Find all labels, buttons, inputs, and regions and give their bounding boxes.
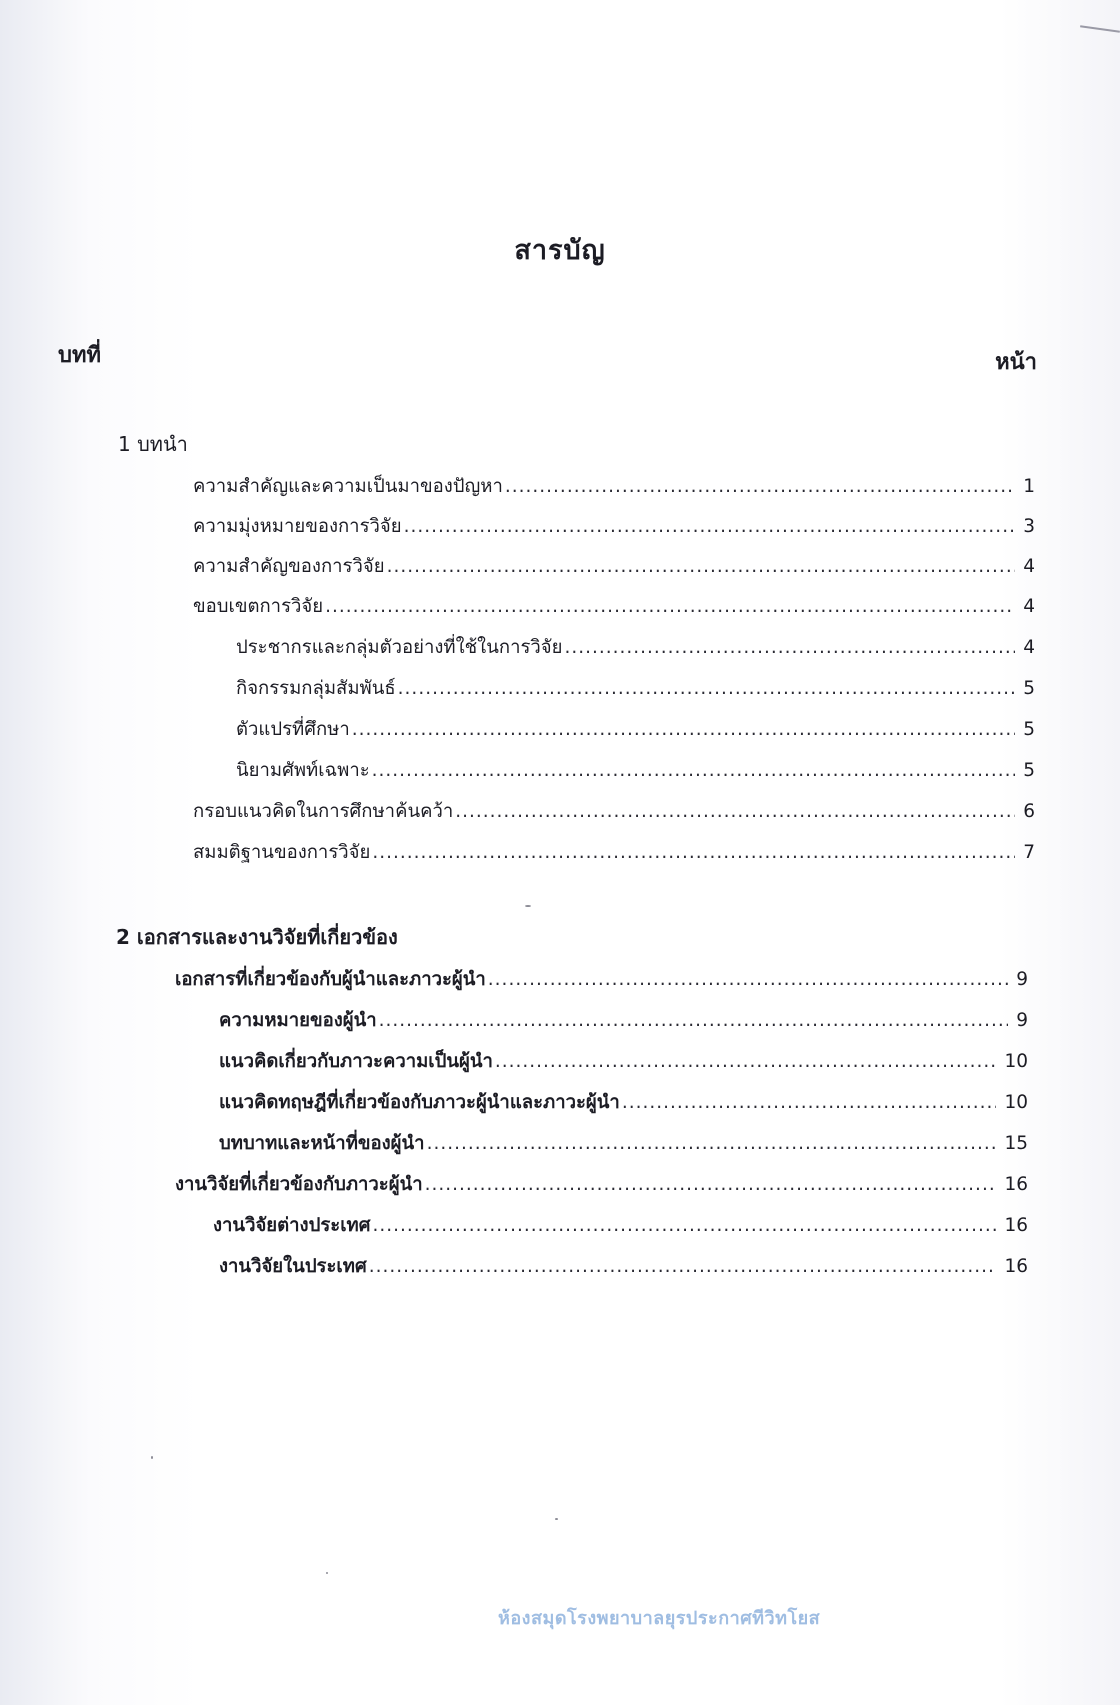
toc-entry: [236, 674, 1035, 703]
toc-leader-dots: [372, 1215, 996, 1236]
toc-entry-page: 9: [1016, 1010, 1028, 1031]
toc-entry: [213, 1211, 1028, 1240]
toc-entry-label: งานวิจัยที่เกี่ยวข้องกับภาวะผู้นำ: [175, 1174, 423, 1195]
toc-entry-page: 1: [1023, 476, 1035, 497]
toc-entry-page: 4: [1023, 596, 1035, 617]
library-stamp: ห้องสมุดโรงพยาบาลยุรประกาศทีวิทโยส: [498, 1608, 821, 1629]
toc-entry: [219, 1047, 1028, 1076]
toc-leader-dots: [564, 637, 1015, 658]
toc-leader-dots: [369, 1256, 997, 1277]
toc-entry-label: แนวคิดเกี่ยวกับภาวะความเป็นผู้นำ: [219, 1051, 493, 1072]
toc-entry-label: ตัวแปรที่ศึกษา: [236, 719, 350, 740]
toc-leader-dots: [404, 516, 1016, 537]
toc-entry-page: 4: [1023, 637, 1035, 658]
toc-entry: [175, 1170, 1028, 1199]
toc-entry-page: 5: [1023, 678, 1035, 699]
scan-speck: [326, 1572, 328, 1574]
toc-leader-dots: [372, 842, 1015, 863]
toc-leader-dots: [387, 556, 1016, 577]
toc-leader-dots: [427, 1133, 997, 1154]
toc-entry: [219, 1252, 1028, 1281]
toc-entry-page: 5: [1023, 760, 1035, 781]
toc-entry: [193, 552, 1035, 581]
chapter-2-title: 2 เอกสารและงานวิจัยที่เกี่ยวข้อง: [116, 925, 398, 949]
toc-entry-label: ขอบเขตการวิจัย: [193, 596, 324, 617]
toc-entry-page: 16: [1004, 1174, 1028, 1195]
toc-entry: [236, 715, 1035, 744]
toc-entry: [236, 633, 1035, 662]
toc-entry-page: 15: [1004, 1133, 1028, 1154]
toc-entry-page: 5: [1023, 719, 1035, 740]
toc-leader-dots: [379, 1010, 1009, 1031]
toc-entry-page: 6: [1023, 801, 1035, 822]
toc-leader-dots: [488, 969, 1008, 990]
page-column-header: หน้า: [995, 350, 1037, 375]
scan-speck: [555, 1518, 558, 1520]
chapter-column-header: บทที่: [58, 343, 101, 368]
toc-entry: [219, 1006, 1028, 1035]
toc-entry-page: 9: [1016, 969, 1028, 990]
toc-entry-page: 4: [1023, 556, 1035, 577]
toc-entry: [193, 472, 1035, 501]
toc-entry: [193, 592, 1035, 621]
toc-entry: [236, 756, 1035, 785]
toc-entry-page: 16: [1004, 1256, 1028, 1277]
toc-entry-label: แนวคิดทฤษฎีที่เกี่ยวข้องกับภาวะผู้นำและภาวะผู้นำ: [219, 1092, 620, 1113]
toc-entry-label: ประชากรและกลุ่มตัวอย่างที่ใช้ในการวิจัย: [236, 637, 563, 658]
toc-entry: [219, 1088, 1028, 1117]
scan-speck: [151, 1456, 153, 1459]
toc-leader-dots: [352, 719, 1015, 740]
toc-entry: [175, 965, 1028, 994]
toc-entry-page: 3: [1023, 516, 1035, 537]
toc-leader-dots: [425, 1174, 997, 1195]
toc-leader-dots: [622, 1092, 997, 1113]
toc-entry-page: 16: [1004, 1215, 1028, 1236]
toc-entry: [219, 1129, 1028, 1158]
toc-entry-label: บทบาทและหน้าที่ของผู้นำ: [219, 1133, 425, 1154]
toc-leader-dots: [455, 801, 1015, 822]
toc-leader-dots: [505, 476, 1015, 497]
toc-entry-label: ความสำคัญของการวิจัย: [193, 556, 385, 577]
page-corner-mark: [1080, 25, 1120, 33]
toc-leader-dots: [398, 678, 1016, 699]
toc-entry-page: 7: [1023, 842, 1035, 863]
toc-entry: [193, 797, 1035, 826]
toc-entry-label: ความมุ่งหมายของการวิจัย: [193, 516, 402, 537]
toc-leader-dots: [495, 1051, 997, 1072]
toc-entry-label: ความสำคัญและความเป็นมาของปัญหา: [193, 476, 503, 497]
toc-entry-label: กรอบแนวคิดในการศึกษาค้นคว้า: [193, 801, 454, 822]
toc-entry-label: เอกสารที่เกี่ยวข้องกับผู้นำและภาวะผู้นำ: [175, 969, 486, 990]
scan-speck: [525, 905, 531, 907]
toc-entry-label: กิจกรรมกลุ่มสัมพันธ์: [236, 678, 396, 699]
toc-entry-label: สมมติฐานของการวิจัย: [193, 842, 371, 863]
toc-entry-label: ความหมายของผู้นำ: [219, 1010, 377, 1031]
toc-leader-dots: [325, 596, 1015, 617]
chapter-1-title: 1 บทนำ: [118, 432, 188, 456]
toc-leader-dots: [372, 760, 1016, 781]
toc-entry: [193, 838, 1035, 867]
toc-entry-page: 10: [1004, 1092, 1028, 1113]
page-title: สารบัญ: [514, 235, 606, 266]
toc-entry-label: งานวิจัยในประเทศ: [219, 1256, 367, 1277]
toc-entry-label: นิยามศัพท์เฉพาะ: [236, 760, 370, 781]
toc-entry-page: 10: [1004, 1051, 1028, 1072]
toc-entry-label: งานวิจัยต่างประเทศ: [213, 1215, 371, 1236]
toc-entry: [193, 512, 1035, 541]
